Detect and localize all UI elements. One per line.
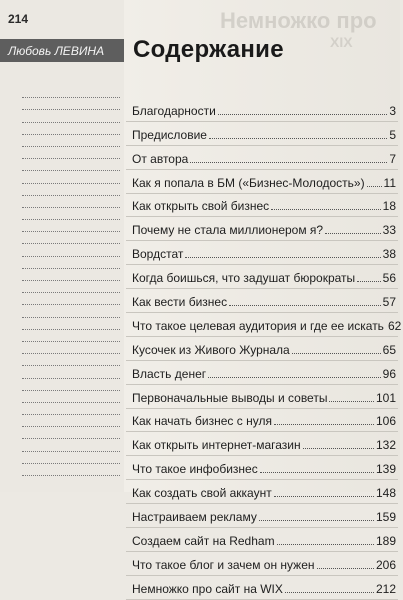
bleed-through-text-2: XIX — [330, 34, 353, 50]
toc-entry[interactable] — [126, 409, 398, 433]
dotted-note-lines — [22, 86, 120, 476]
toc-entry-page: 139 — [375, 462, 396, 477]
dotted-note-line — [22, 354, 120, 366]
leader-dots — [357, 280, 380, 282]
page-number: 214 — [8, 12, 29, 26]
toc-entry-title: Настраиваем рекламу — [132, 510, 257, 525]
toc-entry[interactable] — [126, 289, 398, 313]
toc-entry-title: Первоначальные выводы и советы — [132, 390, 328, 405]
toc-entry[interactable] — [126, 552, 398, 576]
toc-entry-title: Немножко про сайт на WIX — [132, 581, 283, 596]
dotted-note-line — [22, 318, 120, 330]
toc-entry-title: От автора — [132, 151, 189, 166]
dotted-note-line — [22, 123, 120, 135]
leader-dots — [274, 495, 374, 497]
toc-entry-page: 159 — [375, 510, 396, 525]
toc-entry-title: Что такое целевая аудитория и где ее искать — [132, 318, 384, 333]
leader-dots — [260, 471, 374, 473]
dotted-note-line — [22, 293, 120, 305]
toc-entry[interactable] — [126, 241, 398, 265]
toc-entry[interactable] — [126, 576, 398, 600]
toc-entry[interactable] — [126, 337, 398, 361]
dotted-note-line — [22, 305, 120, 317]
toc-entry-title: Что такое блог и зачем он нужен — [132, 557, 315, 572]
toc-entry-title: Власть денег — [132, 366, 207, 381]
leader-dots — [277, 543, 374, 545]
author-name: Любовь ЛЕВИНА — [8, 44, 105, 58]
leader-dots — [367, 185, 382, 187]
toc-entry-page: 33 — [382, 223, 396, 238]
toc-entry-page: 56 — [382, 271, 396, 286]
toc-entry[interactable] — [126, 385, 398, 409]
toc-entry-page: 65 — [382, 342, 396, 357]
toc-entry-title: Создаем сайт на Redham — [132, 533, 275, 548]
dotted-note-line — [22, 110, 120, 122]
dotted-note-line — [22, 366, 120, 378]
leader-dots — [274, 423, 374, 425]
margin-column — [0, 0, 124, 492]
dotted-note-line — [22, 147, 120, 159]
toc-entry-title: Когда боишься, что задушат бюрократы — [132, 271, 356, 286]
toc-entry[interactable] — [126, 146, 398, 170]
dotted-note-line — [22, 342, 120, 354]
toc-entry-page: 57 — [382, 295, 396, 310]
toc-entry-title: Кусочек из Живого Журнала — [132, 342, 290, 357]
toc-entry-title: Как открыть интернет-магазин — [132, 438, 301, 453]
leader-dots — [185, 256, 380, 258]
leader-dots — [208, 376, 381, 378]
table-of-contents — [126, 98, 402, 600]
leader-dots — [271, 208, 381, 210]
leader-dots — [292, 352, 381, 354]
dotted-note-line — [22, 184, 120, 196]
toc-entry[interactable] — [126, 361, 398, 385]
dotted-note-line — [22, 452, 120, 464]
toc-entry-page: 7 — [389, 151, 396, 166]
toc-entry-page: 62 — [387, 318, 402, 333]
dotted-note-line — [22, 427, 120, 439]
toc-entry-title: Почему не стала миллионером я? — [132, 223, 324, 238]
toc-entry[interactable] — [126, 480, 398, 504]
dotted-note-line — [22, 159, 120, 171]
toc-entry-page: 11 — [383, 175, 396, 190]
toc-entry-page: 212 — [375, 581, 396, 596]
dotted-note-line — [22, 330, 120, 342]
dotted-note-line — [22, 86, 120, 98]
dotted-note-line — [22, 391, 120, 403]
leader-dots — [303, 447, 374, 449]
dotted-note-line — [22, 98, 120, 110]
leader-dots — [259, 519, 374, 521]
bleed-through-text: Немножко про — [220, 8, 377, 33]
dotted-note-line — [22, 208, 120, 220]
dotted-note-line — [22, 269, 120, 281]
leader-dots — [229, 304, 381, 306]
toc-entry[interactable] — [126, 170, 398, 194]
dotted-note-line — [22, 439, 120, 451]
leader-dots — [317, 567, 374, 569]
dotted-note-line — [22, 220, 120, 232]
leader-dots — [325, 232, 381, 234]
dotted-note-line — [22, 403, 120, 415]
toc-entry-page: 148 — [375, 486, 396, 501]
toc-entry-page: 96 — [382, 366, 396, 381]
toc-entry-page: 206 — [375, 557, 396, 572]
toc-entry-title: Благодарности — [132, 103, 216, 118]
dotted-note-line — [22, 244, 120, 256]
toc-entry-page: 189 — [375, 533, 396, 548]
toc-entry[interactable] — [126, 456, 398, 480]
toc-entry[interactable] — [126, 528, 398, 552]
toc-entry-page: 3 — [389, 103, 396, 118]
toc-entry-title: Предисловие — [132, 127, 207, 142]
toc-entry-title: Как создать свой аккаунт — [132, 486, 272, 501]
leader-dots — [190, 161, 387, 163]
toc-entry[interactable] — [126, 432, 398, 456]
toc-entry[interactable] — [126, 265, 398, 289]
toc-entry[interactable] — [126, 98, 398, 122]
toc-entry-page: 101 — [375, 390, 396, 405]
toc-entry[interactable] — [126, 194, 398, 218]
toc-entry-title: Вордстат — [132, 247, 184, 262]
dotted-note-line — [22, 464, 120, 476]
dotted-note-line — [22, 135, 120, 147]
toc-entry-title: Как я попала в БМ («Бизнес-Молодость») — [132, 175, 365, 190]
toc-entry[interactable] — [126, 313, 402, 337]
leader-dots — [218, 113, 388, 115]
page-title: Содержание — [133, 36, 284, 63]
dotted-note-line — [22, 281, 120, 293]
leader-dots — [285, 591, 374, 593]
dotted-note-line — [22, 379, 120, 391]
toc-entry-page: 132 — [375, 438, 396, 453]
toc-entry-page: 5 — [389, 127, 396, 142]
toc-entry[interactable] — [126, 122, 398, 146]
toc-entry-title: Что такое инфобизнес — [132, 462, 258, 477]
dotted-note-line — [22, 232, 120, 244]
dotted-note-line — [22, 415, 120, 427]
leader-dots — [209, 137, 387, 139]
toc-entry-title: Как начать бизнес с нуля — [132, 414, 272, 429]
toc-entry-title: Как вести бизнес — [132, 295, 228, 310]
toc-entry-page: 38 — [382, 247, 396, 262]
dotted-note-line — [22, 196, 120, 208]
leader-dots — [329, 400, 374, 402]
toc-entry[interactable] — [126, 504, 398, 528]
toc-entry-page: 106 — [375, 414, 396, 429]
dotted-note-line — [22, 257, 120, 269]
toc-entry-page: 18 — [382, 199, 396, 214]
toc-entry[interactable] — [126, 217, 398, 241]
toc-entry-title: Как открыть свой бизнес — [132, 199, 270, 214]
dotted-note-line — [22, 171, 120, 183]
